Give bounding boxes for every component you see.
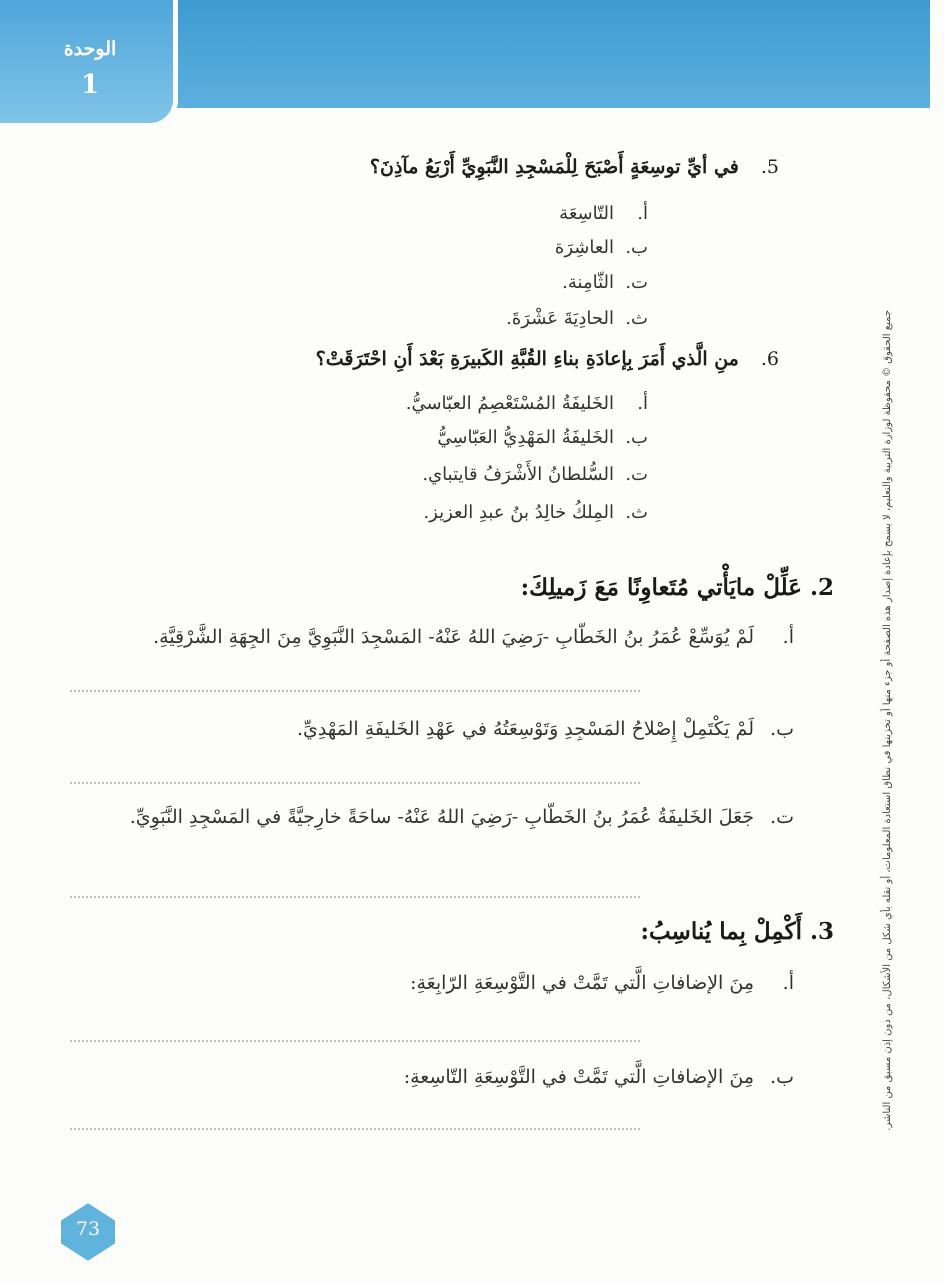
- item-text: لَمْ يَكْتَمِلْ إِصْلاحُ المَسْجِدِ وَتَوْسِعَتُهُ في عَهْدِ الخَليفَةِ المَهْدِيِّ.: [296, 718, 754, 740]
- section-2-title: 2. عَلِّلْ مايَأْتي مُتَعاوِنًا مَعَ زَميلِكَ:: [520, 574, 834, 601]
- question-6-option-b: [437, 427, 648, 448]
- question-5: [370, 156, 779, 178]
- unit-tab: [0, 0, 178, 128]
- item-text: لَمْ يُوَسِّعْ عُمَرُ بنُ الخَطّابِ -رَضِيَ اللهُ عَنْهُ- المَسْجِدَ النَّبَوِيَّ مِنَ الجِهَةِ الشَّرْقِيَّةِ.: [153, 626, 754, 648]
- option-letter: ت.: [625, 272, 648, 293]
- option-letter: ب.: [625, 237, 648, 258]
- option-letter: أ.: [637, 393, 648, 414]
- option-letter: أ.: [637, 203, 648, 224]
- item-letter: ب.: [770, 718, 794, 740]
- option-text: العاشِرَة: [554, 237, 614, 258]
- option-text: الخَليفَةُ المَهْدِيُّ العَبّاسِيُّ: [437, 427, 614, 448]
- question-5-option-c: [562, 272, 648, 293]
- item-letter: أ.: [782, 626, 794, 648]
- page-number: 73: [75, 1218, 101, 1240]
- section-2-item-a: [94, 620, 794, 654]
- item-text: مِنَ الإضافاتِ الَّتي تَمَّتْ في التَّوْسِعَةِ التّاسِعةِ:: [403, 1066, 754, 1088]
- question-6-option-d: [423, 502, 648, 523]
- question-5-option-d: [506, 308, 648, 329]
- option-letter: ث.: [625, 502, 648, 523]
- section-2-item-b: [94, 712, 794, 746]
- question-5-option-b: [555, 237, 648, 258]
- item-text: مِنَ الإضافاتِ الَّتي تَمَّتْ في التَّوْسِعَةِ الرّابِعَةِ:: [410, 972, 754, 994]
- option-letter: ث.: [625, 308, 648, 329]
- option-text: السُّلطانُ الأَشْرَفُ قايتباي.: [422, 464, 614, 485]
- section-3-item-a: [94, 966, 794, 1000]
- answer-line[interactable]: [70, 1040, 640, 1042]
- question-number: 5.: [760, 156, 779, 178]
- option-text: الخَليفَةُ المُسْتَعْصِمُ العبّاسيُّ.: [405, 393, 614, 414]
- option-text: الحادِيَةَ عَشْرَةَ.: [506, 308, 614, 329]
- question-5-option-a: [559, 203, 648, 224]
- question-number: 6.: [760, 348, 779, 370]
- question-6-option-c: [422, 464, 648, 485]
- item-text: جَعَلَ الخَليفَةُ عُمَرُ بنُ الخَطّابِ -رَضِيَ اللهُ عَنْهُ- ساحَةً خارِجيَّةً في المَسْجِدِ النَّبَوِيِّ.: [129, 806, 754, 828]
- section-3-title: 3. أَكْمِلْ بِما يُناسِبُ:: [640, 918, 834, 945]
- question-6-option-a: [406, 393, 648, 414]
- option-letter: ب.: [625, 427, 648, 448]
- answer-line[interactable]: [70, 782, 640, 784]
- question-text: منِ الَّذي أَمَرَ بِإعادَةِ بناءِ القُبَّةِ الكَبيرَةِ بَعْدَ أَنِ احْتَرَقَتْ؟: [315, 348, 739, 370]
- item-letter: أ.: [782, 972, 794, 994]
- answer-line[interactable]: [70, 896, 640, 898]
- copyright-note: جميع الحقوق © محفوظة لوزارة التربية والتعليم، لا يسمح بإعادة إصدار هذه الصفحة أو جزء منها أو تخزينها في نطاق استعادة المعلومات، أو نقله بأي شكل من الأشكال، من دون إذن مسبق من الناشر.: [882, 310, 893, 1131]
- unit-number: 1: [80, 70, 100, 100]
- section-2-item-c: [84, 800, 794, 834]
- option-letter: ت.: [625, 464, 648, 485]
- option-text: المِلكُ خالِدُ بنُ عبدِ العزيز.: [423, 502, 614, 523]
- item-letter: ب.: [770, 1066, 794, 1088]
- answer-line[interactable]: [70, 1128, 640, 1130]
- question-text: في أيِّ توسِعَةٍ أَصْبَحَ لِلْمَسْجِدِ النَّبَوِيِّ أَرْبَعُ مآذِنَ؟: [369, 156, 739, 178]
- item-letter: ت.: [770, 806, 794, 828]
- option-text: التّاسِعَة: [559, 203, 614, 224]
- section-3-item-b: [94, 1060, 794, 1094]
- option-text: الثّامِنة.: [562, 272, 614, 293]
- answer-line[interactable]: [70, 690, 640, 692]
- question-6: [316, 348, 779, 370]
- unit-label: الوحدة: [63, 38, 117, 60]
